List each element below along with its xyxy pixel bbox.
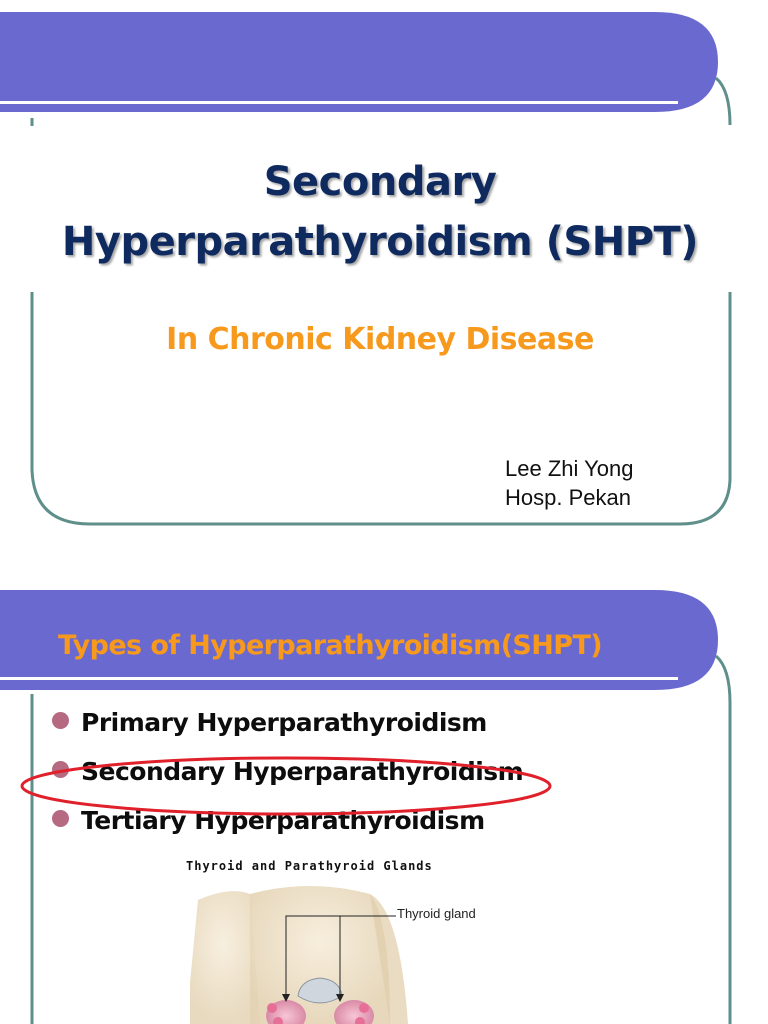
- author-name: Lee Zhi Yong: [505, 456, 634, 481]
- figure-caption: Thyroid and Parathyroid Glands: [186, 859, 433, 873]
- bullet-text: Secondary Hyperparathyroidism: [81, 757, 524, 786]
- bullet-text: Tertiary Hyperparathyroidism: [81, 806, 485, 835]
- header-rule: [0, 677, 678, 680]
- slide-title: [0, 152, 760, 272]
- header-rule: [0, 101, 678, 104]
- frame-right: [716, 656, 730, 1024]
- slide-title: Types of Hyperparathyroidism(SHPT): [58, 630, 603, 661]
- bullet-item: [52, 708, 523, 757]
- author-affiliation: Hosp. Pekan: [505, 485, 631, 510]
- thyroid-gland-label: Thyroid gland: [397, 906, 476, 921]
- header-band: [0, 12, 718, 112]
- title-line-1: Secondary: [263, 159, 497, 205]
- highlight-circle: [18, 754, 558, 818]
- frame-right-top: [716, 78, 730, 125]
- bullet-text: Primary Hyperparathyroidism: [81, 708, 487, 737]
- bullet-icon: [52, 712, 69, 729]
- title-line-2: Hyperparathyroidism (SHPT): [61, 219, 699, 265]
- author-block: [505, 454, 633, 512]
- types-slide: [0, 580, 768, 1024]
- slide-subtitle: In Chronic Kidney Disease: [166, 322, 594, 357]
- thyroid-illustration: [190, 880, 520, 1024]
